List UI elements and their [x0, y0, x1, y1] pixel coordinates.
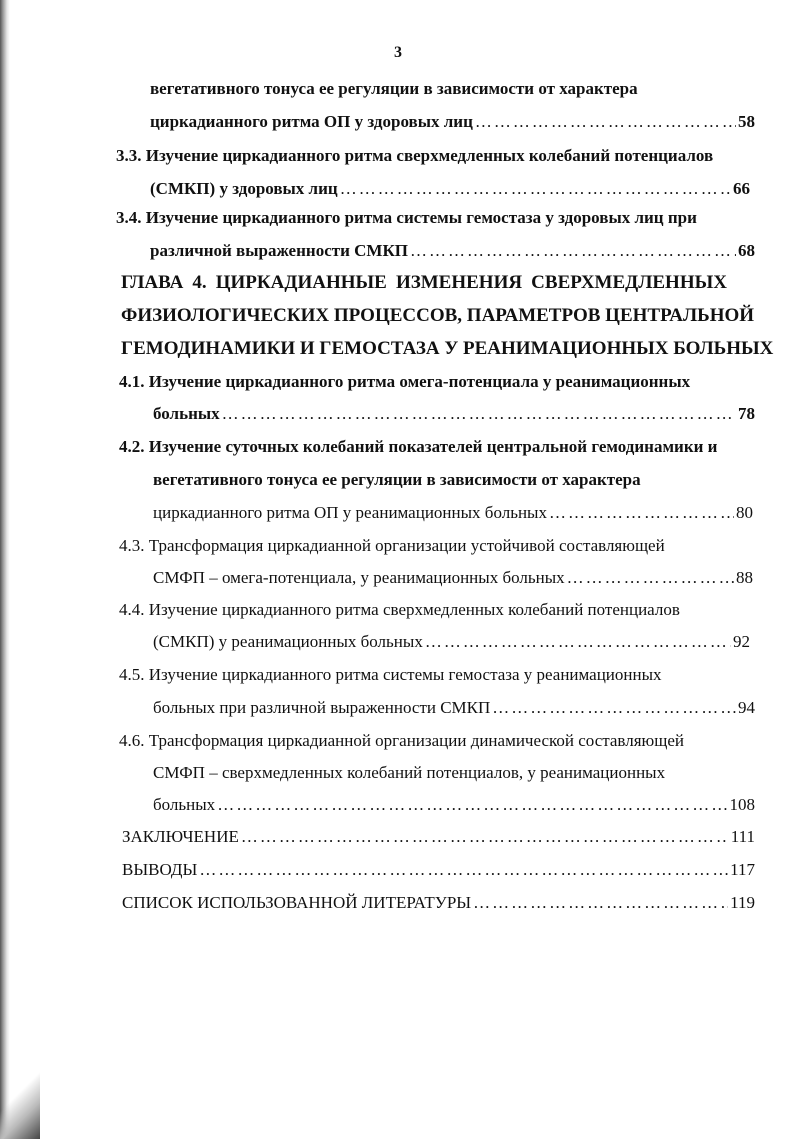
toc-entry-line	[153, 502, 753, 524]
dot-leader	[492, 697, 736, 719]
toc-entry-text: циркадианного ритма ОП у здоровых лиц	[150, 112, 473, 131]
toc-entry-text: СМФП – сверхмедленных колебаний потенциалов, у реанимационных	[153, 763, 666, 782]
toc-entry-text: 3.3. Изучение циркадианного ритма сверхмедленных колебаний потенциалов	[116, 146, 714, 165]
toc-entry-line	[122, 892, 755, 914]
page-number: 3	[394, 44, 402, 61]
toc-page-number: 94	[738, 698, 755, 717]
toc-page-number: 80	[736, 503, 753, 522]
dot-leader	[425, 631, 731, 653]
scan-corner-shadow	[0, 1029, 40, 1139]
toc-entry-text: вегетативного тонуса ее регуляции в зависимости от характера	[150, 79, 638, 98]
toc-entry-text: 4.3. Трансформация циркадианной организации устойчивой составляющей	[119, 536, 665, 555]
toc-entry-line	[153, 794, 755, 816]
dot-leader	[475, 111, 736, 133]
toc-entry-line	[153, 631, 750, 653]
toc-entry-line	[150, 78, 755, 100]
toc-entry-text: 4.1. Изучение циркадианного ритма омега-потенциала у реанимационных	[119, 372, 691, 391]
dot-leader	[549, 502, 734, 524]
toc-page-number: 117	[730, 860, 755, 879]
toc-entry-line	[150, 240, 755, 262]
toc-entry-text: больных при различной выраженности СМКП	[153, 698, 491, 717]
toc-page-number: 68	[738, 241, 755, 260]
toc-entry-line	[119, 730, 755, 752]
toc-entry-text: 4.2. Изучение суточных колебаний показателей центральной гемодинамики и	[119, 437, 718, 456]
toc-entry-line	[119, 664, 755, 686]
toc-entry-line	[153, 567, 753, 589]
dot-leader	[222, 403, 736, 425]
dot-leader	[217, 794, 727, 816]
toc-entry-text: 3.4. Изучение циркадианного ритма системы гемостаза у здоровых лиц при	[116, 208, 697, 227]
toc-entry-text: СПИСОК ИСПОЛЬЗОВАННОЙ ЛИТЕРАТУРЫ	[122, 893, 472, 912]
toc-entry-line	[150, 178, 750, 200]
toc-entry-text: 4.5. Изучение циркадианного ритма системы гемостаза у реанимационных	[119, 665, 662, 684]
toc-entry-text: СМФП – омега-потенциала, у реанимационных больных	[153, 568, 565, 587]
toc-entry-line	[150, 111, 755, 133]
toc-entry-text: больных	[153, 404, 220, 423]
toc-entry-line	[119, 535, 755, 557]
toc-entry-text: циркадианного ритма ОП у реанимационных больных	[153, 503, 547, 522]
toc-entry-text: ВЫВОДЫ	[122, 860, 198, 879]
dot-leader	[241, 826, 729, 848]
toc-entry-line	[119, 599, 755, 621]
chapter-heading-line: ГЕМОДИНАМИКИ И ГЕМОСТАЗА У РЕАНИМАЦИОННЫХ БОЛЬНЫХ	[121, 338, 774, 359]
dot-leader	[410, 240, 736, 262]
scan-edge-shadow	[0, 0, 10, 1139]
toc-entry-line	[122, 859, 755, 881]
toc-page-number: 92	[733, 632, 750, 651]
toc-entry-text: (СМКП) у реанимационных больных	[153, 632, 423, 651]
toc-page-number: 88	[736, 568, 753, 587]
toc-entry-line	[119, 436, 755, 458]
toc-entry-text: 4.6. Трансформация циркадианной организации динамической составляющей	[119, 731, 684, 750]
toc-entry-text: 4.4. Изучение циркадианного ритма сверхмедленных колебаний потенциалов	[119, 600, 680, 619]
toc-entry-text: вегетативного тонуса ее регуляции в зависимости от характера	[153, 470, 641, 489]
toc-page-number: 58	[738, 112, 755, 131]
toc-entry-text: различной выраженности СМКП	[150, 241, 409, 260]
chapter-heading-line: ГЛАВА 4. ЦИРКАДИАННЫЕ ИЗМЕНЕНИЯ СВЕРХМЕДЛЕННЫХ	[121, 272, 727, 293]
toc-entry-line	[153, 469, 755, 491]
toc-page-number: 66	[733, 179, 750, 198]
toc-page-number: 108	[729, 795, 755, 814]
toc-entry-line	[116, 207, 755, 229]
toc-entry-text: ЗАКЛЮЧЕНИЕ	[122, 827, 239, 846]
toc-page-number: 78	[738, 404, 755, 423]
toc-entry-text: (СМКП) у здоровых лиц	[150, 179, 338, 198]
toc-page-number: 119	[730, 893, 755, 912]
toc-entry-line	[116, 145, 755, 167]
dot-leader	[199, 859, 728, 881]
toc-entry-text: больных	[153, 795, 216, 814]
dot-leader	[567, 567, 734, 589]
dot-leader	[340, 178, 731, 200]
dot-leader	[473, 892, 728, 914]
toc-entry-line	[119, 371, 755, 393]
chapter-heading-line: ФИЗИОЛОГИЧЕСКИХ ПРОЦЕССОВ, ПАРАМЕТРОВ ЦЕНТРАЛЬНОЙ	[121, 305, 755, 326]
toc-page-number: 111	[730, 827, 755, 846]
toc-entry-line	[153, 762, 755, 784]
toc-entry-line	[153, 697, 755, 719]
toc-entry-line	[122, 826, 755, 848]
toc-entry-line	[153, 403, 755, 425]
